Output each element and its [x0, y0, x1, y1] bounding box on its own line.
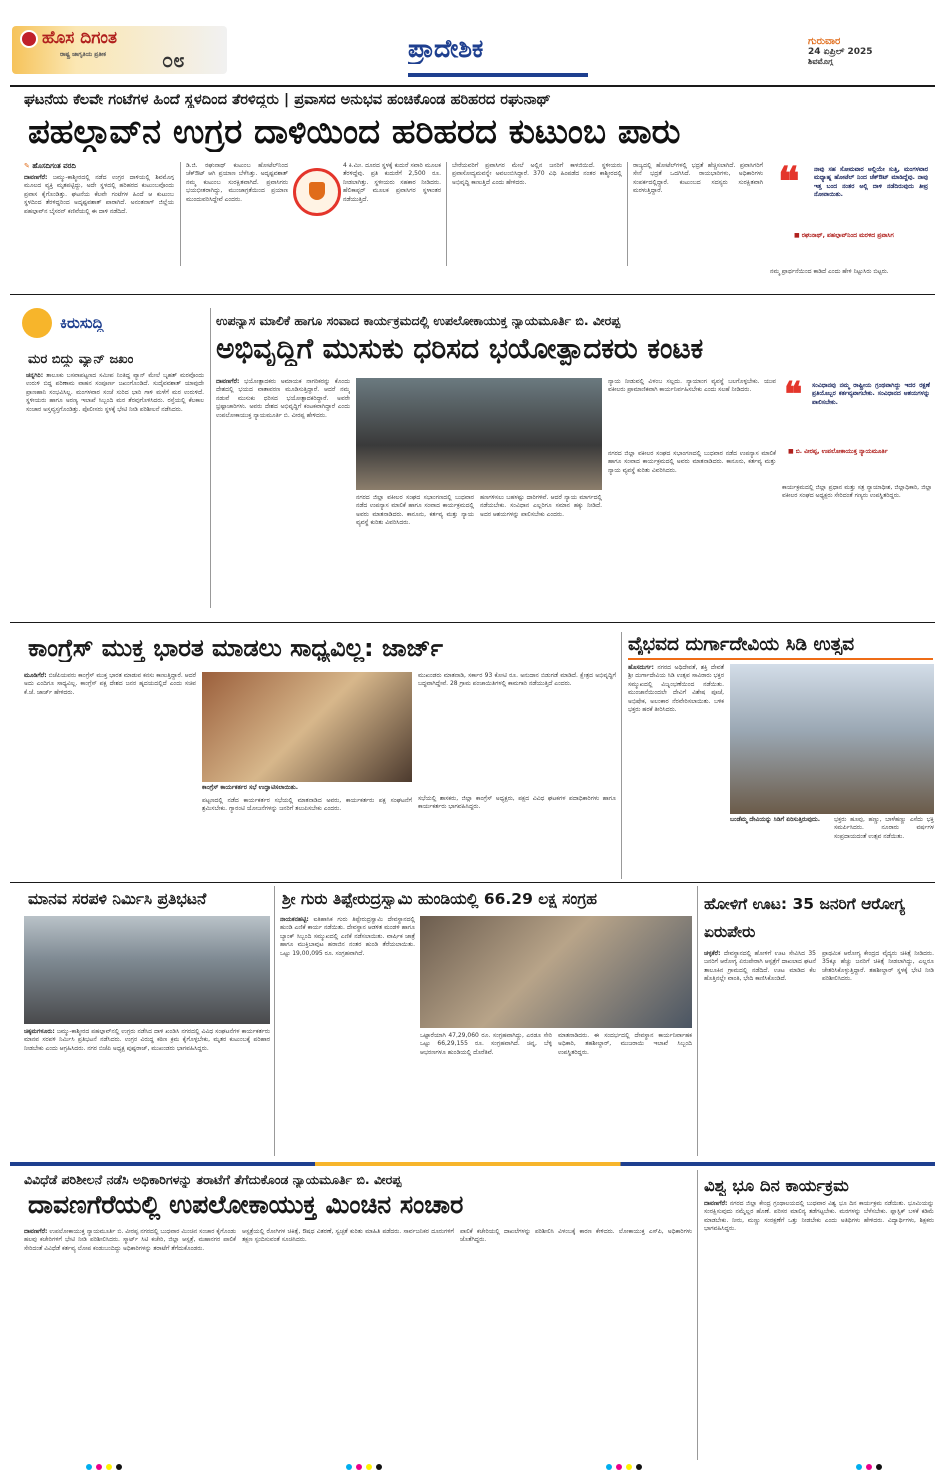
story4-dateline: ಹೊಸದುರ್ಗ:	[628, 664, 654, 671]
dot-icon	[626, 1464, 632, 1470]
story8-kicker: ವಿವಿಧೆಡೆ ಪರಿಶೀಲನೆ ನಡೆಸಿ ಅಧಿಕಾರಿಗಳನ್ನು ತರಾಟೆಗೆ ತೆಗೆದುಕೊಂಡ ನ್ಯಾಯಮೂರ್ತಿ ಬಿ. ವೀರಪ್ಪ	[24, 1172, 402, 1187]
date-full: 24 ಏಪ್ರಿಲ್ 2025	[808, 47, 873, 57]
story7-headline: ಹೋಳಿಗೆ ಊಟ: 35 ಜನರಿಗೆ ಆರೋಗ್ಯ ಏರುಪೇರು	[704, 895, 905, 941]
dot-icon	[606, 1464, 612, 1470]
story2-col1-text: ಭಯೋತ್ಪಾದಕರು ಅಮಾಯಕ ನಾಗರಿಕರನ್ನು ಕೊಂದು ದೇಶದಲ್ಲಿ ಭಯದ ವಾತಾವರಣ ಮೂಡಿಸುತ್ತಿದ್ದಾರೆ. ಆದರೆ ನಮ್ಮ ನಡುವೆ ಮುಸುಕು ಧರಿಸದ ಭಯೋತ್ಪಾದಕರಿದ್ದಾರೆ. ಅವರೇ ಭ್ರಷ್ಟಾಚಾರಿಗಳು. ಅವರು ದೇಶದ ಅಭಿವೃದ್ಧಿಗೆ ಕಂಟಕವಾಗಿದ್ದಾರೆ ಎಂದು ಉಪಲೋಕಾಯುಕ್ತ ನ್ಯಾಯಮೂರ್ತಿ ಬಿ. ವೀರಪ್ಪ ಹೇಳಿದರು.	[216, 378, 350, 419]
divider	[697, 1170, 698, 1460]
divider	[210, 308, 211, 608]
lead-byline-text: ಹೊಸದಿಗಂತ ವರದಿ	[32, 162, 76, 170]
dot-icon	[856, 1464, 862, 1470]
brand-logo	[12, 26, 227, 74]
story2-quote: ಸಂವಿಧಾನವು ನಮ್ಮ ರಾಷ್ಟ್ರೀಯ ಗ್ರಂಥವಾಗಿದ್ದು ಇದರ ರಕ್ಷಣೆ ಪ್ರತಿಯೊಬ್ಬರ ಕರ್ತವ್ಯವಾಗಬೇಕು. ಸಂವಿಧಾನದ ಆಶಯಗಳನ್ನು ಪಾಲಿಸಬೇಕು.	[812, 382, 930, 406]
dot-icon	[116, 1464, 122, 1470]
section-rule	[10, 882, 935, 883]
story3-photo	[202, 672, 412, 782]
divider	[446, 162, 447, 266]
story2-dateline: ದಾವಣಗೆರೆ:	[216, 378, 240, 385]
story3-headline: ಕಾಂಗ್ರೆಸ್ ಮುಕ್ತ ಭಾರತ ಮಾಡಲು ಸಾಧ್ಯವಿಲ್ಲ: ಜಾರ್ಜ್	[28, 634, 443, 662]
story5-body-text: ಜಮ್ಮು-ಕಾಶ್ಮೀರದ ಪಹಲ್ಗಾವ್‌ನಲ್ಲಿ ಉಗ್ರರು ನಡೆಸಿದ ದಾಳಿ ಖಂಡಿಸಿ ನಗರದಲ್ಲಿ ವಿವಿಧ ಸಂಘಟನೆಗಳ ಕಾರ್ಯಕರ್ತರು ಮಾನವ ಸರಪಳಿ ನಿರ್ಮಿಸಿ ಪ್ರತಿಭಟನೆ ನಡೆಸಿದರು. ಉಗ್ರರ ವಿರುದ್ಧ ಕಠಿಣ ಕ್ರಮ ಕೈಗೊಳ್ಳಬೇಕು, ಮೃತರ ಕುಟುಂಬಕ್ಕೆ ಪರಿಹಾರ ನೀಡಬೇಕು ಎಂದು ಆಗ್ರಹಿಸಿದರು. ನಗರ ಬಿಜೆಪಿ ಅಧ್ಯಕ್ಷ ಪುಷ್ಪರಾಜ್, ಮುಖಂಡರು ಭಾಗವಹಿಸಿದ್ದರು.	[24, 1028, 270, 1052]
brand-tagline: ರಾಷ್ಟ್ರ ಜಾಗೃತಿಯ ಪ್ರತೀಕ	[60, 51, 106, 58]
page-number: ೦೮	[162, 48, 185, 72]
story3-col1	[24, 672, 196, 877]
lead-byline	[24, 162, 76, 171]
lead-headline: ಪಹಲ್ಗಾವ್‌ನ ಉಗ್ರರ ದಾಳಿಯಿಂದ ಹರಿಹರದ ಕುಟುಂಬ ಪಾರು	[28, 112, 681, 152]
dot-icon	[876, 1464, 882, 1470]
story5-headline: ಮಾನವ ಸರಪಳಿ ನಿರ್ಮಿಸಿ ಪ್ರತಿಭಟನೆ	[28, 890, 207, 908]
shield-icon	[309, 182, 325, 200]
story8-col1	[24, 1228, 236, 1458]
story7-col1-text: ದೇವಸ್ಥಾನದಲ್ಲಿ ಹೋಳಿಗೆ ಊಟ ಸೇವಿಸಿದ 35 ಜನರಿಗೆ ಆರೋಗ್ಯ ಏರುಪೇರಾಗಿ ಆಸ್ಪತ್ರೆಗೆ ದಾಖಲಾದ ಘಟನೆ ತಾಲೂಕಿನ ಗ್ರಾಮದಲ್ಲಿ ನಡೆದಿದೆ. ಊಟ ಮಾಡಿದ ಕೆಲ ಹೊತ್ತಿನಲ್ಲೇ ವಾಂತಿ, ಭೇದಿ ಕಾಣಿಸಿಕೊಂಡಿದೆ.	[704, 950, 816, 983]
date-block	[808, 36, 938, 67]
story2-col4b: ನಗರದ ಜಿಲ್ಲಾ ವಕೀಲರ ಸಂಘದ ಸಭಾಂಗಣದಲ್ಲಿ ಬುಧವಾರ ನಡೆದ ಉಪನ್ಯಾಸ ಮಾಲಿಕೆ ಹಾಗೂ ಸಂವಾದ ಕಾರ್ಯಕ್ರಮದಲ್ಲಿ ಅವರು ಮಾತನಾಡಿದರು. ಕಾನೂನು, ಕರ್ತವ್ಯ ಮತ್ತು ನ್ಯಾಯ ವ್ಯವಸ್ಥೆ ಕುರಿತು ವಿವರಿಸಿದರು.	[608, 450, 776, 474]
masthead-bar	[408, 73, 588, 77]
story3-col2: ಪಟ್ಟಣದಲ್ಲಿ ನಡೆದ ಕಾರ್ಯಕರ್ತರ ಸಭೆಯಲ್ಲಿ ಮಾತನಾಡಿದ ಅವರು, ಕಾರ್ಯಕರ್ತರು ಪಕ್ಷ ಸಂಘಟನೆಗೆ ಶ್ರಮಿಸಬೇಕು. ಗ್ಯಾರಂಟಿ ಯೋಜನೆಗಳನ್ನು ಜನರಿಗೆ ತಲುಪಿಸಬೇಕು ಎಂದರು.	[202, 797, 412, 813]
story2-col1	[216, 378, 350, 603]
masthead-rule	[10, 85, 935, 87]
divider	[621, 632, 622, 879]
sidebar-dateline: ಚನ್ನಗಿರಿ:	[26, 372, 44, 379]
story3-dateline: ಮೂಡಿಗೆರೆ:	[24, 672, 47, 679]
story6-col1-text: ಐತಿಹಾಸಿಕ ಗುರು ತಿಪ್ಪೇರುದ್ರಸ್ವಾಮಿ ದೇವಸ್ಥಾನದಲ್ಲಿ ಹುಂಡಿ ಎಣಿಕೆ ಕಾರ್ಯ ನಡೆಯಿತು. ದೇವಸ್ಥಾನ ಆಡಳಿತ ಮಂಡಳಿ ಹಾಗೂ ಬ್ಯಾಂಕ್ ಸಿಬ್ಬಂದಿ ಸಮ್ಮುಖದಲ್ಲಿ ಎಣಿಕೆ ನಡೆಸಲಾಯಿತು. ವಾರ್ಷಿಕ ಜಾತ್ರೆ ಹಾಗೂ ಮುಕ್ತಿಬಾವುಟ ಹರಾಜಿನ ನಂತರ ಹುಂಡಿ ತೆರೆಯಲಾಯಿತು. ಒಟ್ಟು 19,00,095 ರೂ. ಸಂಗ್ರಹವಾಗಿದೆ.	[280, 916, 415, 957]
section-rule	[10, 622, 935, 623]
story5-photo	[24, 916, 270, 1024]
lead-quote: ನಾವು ಸಹ ಸೋಮವಾರ ಅಲ್ಲಿಯೇ ಸುತ್ತಿ, ಮಂಗಳವಾರ ಮಧ್ಯಾಹ್ನ ಹೋಟೆಲ್ ನಿಂದ ಚೆಕ್‌ಔಟ್ ಮಾಡಿದ್ದೆವು. ನಾವು ಇತ್ತ ಬಂದ ನಂತರ ಅಲ್ಲಿ ದಾಳಿ ನಡೆದಿರುವುದು ತೀವ್ರ ನೋವಾಯಿತು.	[814, 166, 928, 199]
lead-col1	[24, 174, 174, 264]
news-icon	[22, 308, 52, 338]
story8-headline: ದಾವಣಗೆರೆಯಲ್ಲಿ ಉಪಲೋಕಾಯುಕ್ತ ಮಿಂಚಿನ ಸಂಚಾರ	[28, 1190, 464, 1219]
registration-marks	[86, 1464, 886, 1472]
story2-quote-box	[782, 375, 932, 478]
section-rule	[10, 294, 935, 295]
dot-icon	[356, 1464, 362, 1470]
story7-col2: ಪ್ರಾಥಮಿಕ ಆರೋಗ್ಯ ಕೇಂದ್ರದ ವೈದ್ಯರು ಚಿಕಿತ್ಸೆ ನೀಡಿದರು. 35ಕ್ಕೂ ಹೆಚ್ಚು ಜನರಿಗೆ ಚಿಕಿತ್ಸೆ ನೀಡಲಾಗಿದ್ದು, ಎಲ್ಲರೂ ಚೇತರಿಸಿಕೊಳ್ಳುತ್ತಿದ್ದಾರೆ. ತಹಶೀಲ್ದಾರ್ ಸ್ಥಳಕ್ಕೆ ಭೇಟಿ ನೀಡಿ ಪರಿಶೀಲಿಸಿದರು.	[822, 950, 934, 983]
story2-kicker: ಉಪನ್ಯಾಸ ಮಾಲಿಕೆ ಹಾಗೂ ಸಂವಾದ ಕಾರ್ಯಕ್ರಮದಲ್ಲಿ ಉಪಲೋಕಾಯುಕ್ತ ನ್ಯಾಯಮೂರ್ತಿ ಬಿ. ವೀರಪ್ಪ	[216, 313, 621, 328]
story4-rule	[628, 658, 933, 660]
sidebar-body-text: ತಾಲೂಕು ಬಸವಾಪಟ್ಟಣದ ಸಮೀಪ ನಿಂತಿದ್ದ ವ್ಯಾನ್ ಮೇಲೆ ಬೃಹತ್ ಮರವೊಂದು ಉರುಳಿ ಬಿದ್ದ ಪರಿಣಾಮ ವಾಹನ ಸಂಪೂರ್ಣ ಜಖಂಗೊಂಡಿದೆ. ಸುದೈವವಶಾತ್ ಯಾವುದೇ ಪ್ರಾಣಹಾನಿ ಸಂಭವಿಸಿಲ್ಲ. ಮಂಗಳವಾರ ಸಂಜೆ ಸುರಿದ ಭಾರಿ ಗಾಳಿ ಮಳೆಗೆ ಮರ ಉರುಳಿದೆ. ಸ್ಥಳೀಯರು ಹಾಗೂ ಅರಣ್ಯ ಇಲಾಖೆ ಸಿಬ್ಬಂದಿ ಮರ ತೆರವುಗೊಳಿಸಿದರು. ರಸ್ತೆಯಲ್ಲಿ ಕೆಲಕಾಲ ಸಂಚಾರ ಅಸ್ತವ್ಯಸ್ತಗೊಂಡಿತ್ತು. ಪೊಲೀಸರು ಸ್ಥಳಕ್ಕೆ ಭೇಟಿ ನೀಡಿ ಪರಿಶೀಲನೆ ನಡೆಸಿದರು.	[26, 372, 204, 413]
masthead	[0, 0, 945, 84]
story7-col1	[704, 950, 816, 1152]
divider	[180, 162, 181, 266]
color-strip	[10, 1162, 935, 1166]
lead-col4: ಬೇರೆಯವರಿಗೆ ಪ್ರವಾಸಿಗರ ಮೇಲೆ ಅಲ್ಲಿನ ಜನರಿಗೆ ಕಾಳಜಿಯಿದೆ. ಸ್ಥಳೀಯರು ಪ್ರವಾಸೋದ್ಯಮವನ್ನೇ ಅವಲಂಬಿಸಿದ್ದಾರೆ. 370 ವಿಧಿ ಹಿಂಪಡೆದ ನಂತರ ಕಾಶ್ಮೀರದಲ್ಲಿ ಅಭಿವೃದ್ಧಿ ಕಾಣುತ್ತಿದೆ ಎಂದು ಹೇಳಿದರು.	[452, 162, 622, 186]
story9-dateline: ದಾವಣಗೆರೆ:	[704, 1200, 728, 1207]
story2-col5: ಕಾರ್ಯಕ್ರಮದಲ್ಲಿ ಜಿಲ್ಲಾ ಪ್ರಧಾನ ಮತ್ತು ಸತ್ರ ನ್ಯಾಯಾಧೀಶ, ಜಿಲ್ಲಾಧಿಕಾರಿ, ಜಿಲ್ಲಾ ವಕೀಲರ ಸಂಘದ ಅಧ್ಯಕ್ಷರು ಸೇರಿದಂತೆ ಗಣ್ಯರು ಉಪಸ್ಥಿತರಿದ್ದರು.	[782, 484, 932, 500]
story3-col3: ಮುಖಂಡರು ಮಾತನಾಡಿ, ಸರ್ಕಾರ 93 ಕೋಟಿ ರೂ. ಅನುದಾನ ಬಿಡುಗಡೆ ಮಾಡಿದೆ. ಕ್ಷೇತ್ರದ ಅಭಿವೃದ್ಧಿಗೆ ಬದ್ಧವಾಗಿದ್ದೇವೆ. 28 ಗ್ರಾಮ ಪಂಚಾಯಿತಿಗಳಲ್ಲಿ ಕಾಮಗಾರಿ ನಡೆಯುತ್ತಿದೆ ಎಂದರು.	[418, 672, 616, 688]
lead-col5: ರಾಜ್ಯದಲ್ಲಿ ಹೋಟೆಲ್‌ಗಳಲ್ಲಿ ಭದ್ರತೆ ಹೆಚ್ಚಿಸಲಾಗಿದೆ. ಪ್ರವಾಸಿಗರಿಗೆ ಸೇನೆ ಭದ್ರತೆ ಒದಗಿಸಿದೆ. ರಾಯಭಾರಿಗಳು, ಅಧಿಕಾರಿಗಳು ಸಂಪರ್ಕದಲ್ಲಿದ್ದಾರೆ. ಕುಟುಂಬದ ಸದಸ್ಯರು ಸುರಕ್ಷಿತವಾಗಿ ಮರಳುತ್ತಿದ್ದಾರೆ.	[633, 162, 763, 195]
section-title: ಪ್ರಾದೇಶಿಕ	[408, 34, 484, 63]
story3-col4: ಸಭೆಯಲ್ಲಿ ಶಾಸಕರು, ಜಿಲ್ಲಾ ಕಾಂಗ್ರೆಸ್ ಅಧ್ಯಕ್ಷರು, ಪಕ್ಷದ ವಿವಿಧ ಘಟಕಗಳ ಪದಾಧಿಕಾರಿಗಳು ಹಾಗೂ ಕಾರ್ಯಕರ್ತರು ಭಾಗವಹಿಸಿದ್ದರು.	[418, 795, 616, 811]
sidebar-panel	[22, 308, 207, 608]
story6-photo	[420, 916, 692, 1028]
sidebar-brand: ಕಿರುಸುದ್ದಿ	[60, 314, 104, 332]
lead-dateline: ದಾವಣಗೆರೆ:	[24, 174, 48, 181]
dot-icon	[376, 1464, 382, 1470]
story9-body-text: ನಗರದ ಜಿಲ್ಲಾ ಕೇಂದ್ರ ಗ್ರಂಥಾಲಯದಲ್ಲಿ ಬುಧವಾರ ವಿಶ್ವ ಭೂ ದಿನ ಕಾರ್ಯಕ್ರಮ ನಡೆಯಿತು. ಭೂಮಿಯನ್ನು ಸಂರಕ್ಷಿಸುವುದು ನಮ್ಮೆಲ್ಲರ ಹೊಣೆ. ಪರಿಸರ ಮಾಲಿನ್ಯ ತಡೆಗಟ್ಟಬೇಕು. ಮರಗಳನ್ನು ಬೆಳೆಸಬೇಕು. ಪ್ಲಾಸ್ಟಿಕ್ ಬಳಕೆ ಕಡಿಮೆ ಮಾಡಬೇಕು. ನೀರು, ಮಣ್ಣು ಸಂರಕ್ಷಣೆಗೆ ಒತ್ತು ನೀಡಬೇಕು ಎಂದು ಅತಿಥಿಗಳು ಹೇಳಿದರು. ವಿದ್ಯಾರ್ಥಿಗಳು, ಶಿಕ್ಷಕರು ಭಾಗವಹಿಸಿದ್ದರು.	[704, 1200, 934, 1233]
story3-col1-text: ಬಿಜೆಪಿಯವರು ಕಾಂಗ್ರೆಸ್ ಮುಕ್ತ ಭಾರತ ಮಾಡುವ ಕನಸು ಕಾಣುತ್ತಿದ್ದಾರೆ. ಆದರೆ ಅದು ಎಂದಿಗೂ ಸಾಧ್ಯವಿಲ್ಲ. ಕಾಂಗ್ರೆಸ್ ಪಕ್ಷ ದೇಶದ ಜನರ ಹೃದಯದಲ್ಲಿದೆ ಎಂದು ಸಚಿವ ಕೆ.ಜೆ. ಜಾರ್ಜ್ ಹೇಳಿದರು.	[24, 672, 196, 696]
story5-dateline: ಚಿಕ್ಕಮಗಳೂರು:	[24, 1028, 55, 1035]
story4-photo	[730, 664, 934, 814]
story6-headline: ಶ್ರೀ ಗುರು ತಿಪ್ಪೇರುದ್ರಸ್ವಾಮಿ ಹುಂಡಿಯಲ್ಲಿ 66.29 ಲಕ್ಷ ಸಂಗ್ರಹ	[282, 890, 597, 908]
quote-icon: ❝	[778, 158, 800, 205]
story6-dateline: ನಾಯಕನಹಟ್ಟಿ:	[280, 916, 309, 923]
story4-caption: ಬಂಡೆಮ್ಮ ದೇವಿಯನ್ನು ಸಿಡಿಗೆ ಏರಿಸುತ್ತಿರುವುದು.	[730, 816, 821, 823]
dot-icon	[366, 1464, 372, 1470]
divider	[627, 162, 628, 266]
lead-kicker: ಘಟನೆಯ ಕೆಲವೇ ಗಂಟೆಗಳ ಹಿಂದೆ ಸ್ಥಳದಿಂದ ತೆರಳಿದ್ದರು | ಪ್ರವಾಸದ ಅನುಭವ ಹಂಚಿಕೊಂಡ ಹರಿಹರದ ರಘುನಾಥ್	[24, 92, 551, 108]
story9-body	[704, 1200, 934, 1458]
lead-quote-source: ■ ರಘುನಾಥ್, ಪಹಲ್ಗಾವ್‌ನಿಂದ ಮರಳಿದ ಪ್ರವಾಸಿಗ	[794, 232, 894, 239]
story7-dateline: ಚಳ್ಳಕೆರೆ:	[704, 950, 721, 957]
story2-photo	[356, 378, 602, 490]
story2-col4: ನ್ಯಾಯ ನೀಡುವಲ್ಲಿ ವಿಳಂಬ ಸಲ್ಲದು. ನ್ಯಾಯಾಂಗ ವ್ಯವಸ್ಥೆ ಬಲಗೊಳ್ಳಬೇಕು. ಯುವ ವಕೀಲರು ಪ್ರಾಮಾಣಿಕವಾಗಿ ಕಾರ್ಯನಿರ್ವಹಿಸಬೇಕು ಎಂದು ಸಲಹೆ ನೀಡಿದರು.	[608, 378, 776, 394]
lead-col2: ಡಿ.ಜಿ. ರಘುನಾಥ್ ಕುಟುಂಬ ಹೋಟೆಲ್‌ನಿಂದ ಚೆಕ್‌ಔಟ್ ಆಗಿ ಪ್ರಯಾಣ ಬೆಳೆಸಿತ್ತು. ಅದೃಷ್ಟವಶಾತ್ ನಮ್ಮ ಕುಟುಂಬ ಸುರಕ್ಷಿತವಾಗಿದೆ. ಪ್ರವಾಸಿಗರು ಭಯಭೀತರಾಗಿದ್ದು, ಮುಂಜಾಗ್ರತೆಯಿಂದ ಪ್ರಯಾಣ ಮುಂದುವರಿಸಿದ್ದೇವೆ ಎಂದರು.	[186, 162, 288, 203]
date-day: ಗುರುವಾರ	[808, 36, 841, 47]
dot-icon	[866, 1464, 872, 1470]
story4-body	[628, 664, 724, 834]
safety-badge	[293, 168, 341, 216]
dot-icon	[96, 1464, 102, 1470]
dot-icon	[86, 1464, 92, 1470]
story2-col3: ಹಣಗಳಿಸಲು ಬಹಳಷ್ಟು ದಾರಿಗಳಿವೆ. ಆದರೆ ನ್ಯಾಯ ಮಾರ್ಗದಲ್ಲಿ ನಡೆಯಬೇಕು. ಸಂವಿಧಾನ ಎಲ್ಲರಿಗೂ ಸಮಾನ ಹಕ್ಕು ನೀಡಿದೆ. ಅದರ ಆಶಯಗಳನ್ನು ಪಾಲಿಸಬೇಕು ಎಂದರು.	[480, 494, 602, 518]
story2-headline: ಅಭಿವೃದ್ಧಿಗೆ ಮುಸುಕು ಧರಿಸದ ಭಯೋತ್ಪಾದಕರು ಕಂಟಕ	[216, 332, 704, 365]
date-city: ಶಿವಮೊಗ್ಗ	[808, 57, 833, 66]
story3-caption: ಕಾಂಗ್ರೆಸ್ ಕಾರ್ಯಕರ್ತರ ಸಭೆ ಉದ್ಘಾಟಿಸಲಾಯಿತು.	[202, 784, 299, 791]
lead-col1-text: ಜಮ್ಮು-ಕಾಶ್ಮೀರದಲ್ಲಿ ನಡೆದ ಉಗ್ರರ ದಾಳಿಯಲ್ಲಿ ಶಿವಮೊಗ್ಗ ಮೂಲದ ವ್ಯಕ್ತಿ ಮೃತಪಟ್ಟಿದ್ದು, ಅದೇ ಸ್ಥಳದಲ್ಲಿ ಹರಿಹರದ ಕುಟುಂಬವೊಂದು ಪ್ರವಾಸ ಕೈಗೊಂಡಿತ್ತು. ಘಟನೆಯ ಕೆಲವೇ ಗಂಟೆಗಳ ಹಿಂದೆ ಆ ಕುಟುಂಬ ಸ್ಥಳದಿಂದ ತೆರಳಿದ್ದರಿಂದ ಅದೃಷ್ಟವಶಾತ್ ಪಾರಾಗಿದೆ. ಅನಂತನಾಗ್ ಜಿಲ್ಲೆಯ ಪಹಲ್ಗಾವ್‌ನ ಬೈಸರನ್ ಕಣಿವೆಯಲ್ಲಿ ಈ ದಾಳಿ ನಡೆದಿದೆ.	[24, 174, 174, 215]
dot-icon	[636, 1464, 642, 1470]
sidebar-title: ಮರ ಬಿದ್ದು ವ್ಯಾನ್ ಜಖಂ	[28, 352, 134, 367]
divider	[274, 886, 275, 1156]
sidebar-body	[26, 372, 204, 604]
lead-col3: 4 ಕಿ.ಮೀ. ದೂರದ ಸ್ಥಳಕ್ಕೆ ಕುದುರೆ ಸವಾರಿ ಮೂಲಕ ತೆರಳಿದ್ದೆವು. ಪ್ರತಿ ಕುದುರೆಗೆ 2,500 ರೂ. ನೀಡಲಾಗಿತ್ತು. ಸ್ಥಳೀಯರು ಸಹಕಾರ ನೀಡಿದರು. ಹೆಲಿಕಾಪ್ಟರ್ ಮೂಲಕ ಪ್ರವಾಸಿಗರ ಸ್ಥಳಾಂತರ ನಡೆಯುತ್ತಿದೆ.	[343, 162, 441, 203]
pencil-icon: ✎	[24, 162, 33, 170]
dot-icon	[616, 1464, 622, 1470]
story2-quote-source: ■ ಬಿ. ವೀರಪ್ಪ, ಉಪಲೋಕಾಯುಕ್ತ ನ್ಯಾಯಮೂರ್ತಿ	[788, 448, 888, 455]
story4-headline: ವೈಭವದ ದುರ್ಗಾದೇವಿಯ ಸಿಡಿ ಉತ್ಸವ	[628, 634, 855, 655]
divider	[697, 886, 698, 1156]
story8-col3: ಪಾಲಿಕೆ ಕಚೇರಿಯಲ್ಲಿ ದಾಖಲೆಗಳನ್ನು ಪರಿಶೀಲಿಸಿ ವಿಳಂಬಕ್ಕೆ ಕಾರಣ ಕೇಳಿದರು. ಲೋಕಾಯುಕ್ತ ಎಸ್‌ಪಿ, ಅಧಿಕಾರಿಗಳು ಜೊತೆಗಿದ್ದರು.	[460, 1228, 692, 1244]
story6-col1	[280, 916, 415, 1154]
quote-icon: ❝	[784, 375, 803, 415]
story6-col2: ಒಟ್ಟಾರೆಯಾಗಿ 47,29,060 ರೂ. ಸಂಗ್ರಹವಾಗಿದ್ದು, ಎರಡೂ ಸೇರಿ ಒಟ್ಟು 66,29,155 ರೂ. ಸಂಗ್ರಹವಾಗಿದೆ. ಚಿನ್ನ, ಬೆಳ್ಳಿ ಆಭರಣಗಳೂ ಹುಂಡಿಯಲ್ಲಿ ದೊರೆತಿವೆ.	[420, 1032, 552, 1056]
story8-col2: ಆಸ್ಪತ್ರೆಯಲ್ಲಿ ರೋಗಿಗಳ ಚಿಕಿತ್ಸೆ, ಔಷಧ ವಿತರಣೆ, ಸ್ವಚ್ಛತೆ ಕುರಿತು ಮಾಹಿತಿ ಪಡೆದರು. ಸಾರ್ವಜನಿಕರ ದೂರುಗಳಿಗೆ ತಕ್ಷಣ ಸ್ಪಂದಿಸುವಂತೆ ಸೂಚಿಸಿದರು.	[242, 1228, 454, 1244]
brand-name: ಹೊಸ ದಿಗಂತ	[42, 28, 117, 48]
story4-body2: ಭಕ್ತರು ಹೂವು, ಹಣ್ಣು, ಬಾಳೆಹಣ್ಣು ಎಸೆದು ಭಕ್ತಿ ಸಮರ್ಪಿಸಿದರು. ನೂರಾರು ವರ್ಷಗಳ ಸಂಪ್ರದಾಯದಂತೆ ಉತ್ಸವ ನಡೆಯಿತು.	[834, 816, 934, 840]
story2-col2: ನಗರದ ಜಿಲ್ಲಾ ವಕೀಲರ ಸಂಘದ ಸಭಾಂಗಣದಲ್ಲಿ ಬುಧವಾರ ನಡೆದ ಉಪನ್ಯಾಸ ಮಾಲಿಕೆ ಹಾಗೂ ಸಂವಾದ ಕಾರ್ಯಕ್ರಮದಲ್ಲಿ ಅವರು ಮಾತನಾಡಿದರು. ಕಾನೂನು, ಕರ್ತವ್ಯ ಮತ್ತು ನ್ಯಾಯ ವ್ಯವಸ್ಥೆ ಕುರಿತು ವಿವರಿಸಿದರು.	[356, 494, 474, 527]
lamp-icon	[20, 30, 38, 48]
lead-quote-box	[770, 158, 930, 260]
dot-icon	[106, 1464, 112, 1470]
story8-dateline: ದಾವಣಗೆರೆ:	[24, 1228, 48, 1235]
story4-body-text: ನಗರದ ಅಧಿದೇವತೆ, ಶಕ್ತಿ ದೇವತೆ ಶ್ರೀ ದುರ್ಗಾದೇವಿಯ ಸಿಡಿ ಉತ್ಸವ ಸಾವಿರಾರು ಭಕ್ತರ ಸಮ್ಮುಖದಲ್ಲಿ ವಿಜೃಂಭಣೆಯಿಂದ ನಡೆಯಿತು. ಮುಂಜಾನೆಯಿಂದಲೇ ದೇವಿಗೆ ವಿಶೇಷ ಪೂಜೆ, ಅಭಿಷೇಕ, ಅಲಂಕಾರ ನೆರವೇರಿಸಲಾಯಿತು. ಬಳಿಕ ಭಕ್ತರು ಹರಕೆ ತೀರಿಸಿದರು.	[628, 664, 724, 714]
story8-col1-text: ಉಪಲೋಕಾಯುಕ್ತ ನ್ಯಾಯಮೂರ್ತಿ ಬಿ. ವೀರಪ್ಪ ನಗರದಲ್ಲಿ ಬುಧವಾರ ಮಿಂಚಿನ ಸಂಚಾರ ಕೈಗೊಂಡು ಹಲವು ಕಚೇರಿಗಳಿಗೆ ಭೇಟಿ ನೀಡಿ ಪರಿಶೀಲಿಸಿದರು. ಸ್ಮಾರ್ಟ್ ಸಿಟಿ ಕಚೇರಿ, ಜಿಲ್ಲಾ ಆಸ್ಪತ್ರೆ, ಮಹಾನಗರ ಪಾಲಿಕೆ ಸೇರಿದಂತೆ ವಿವಿಧೆಡೆ ಕರ್ತವ್ಯ ಲೋಪ ಕಂಡುಬಂದಿದ್ದು ಅಧಿಕಾರಿಗಳನ್ನು ತರಾಟೆಗೆ ತೆಗೆದುಕೊಂಡರು.	[24, 1228, 236, 1252]
lead-footer: ನಮ್ಮ ಪ್ರಾರ್ಥನೆಯಿಂದ ಕಾಡಿದೆ ಎಂದು ಹೇಳಿ ನಿಟ್ಟುಸಿರು ಬಿಟ್ಟರು.	[770, 268, 889, 275]
story9-headline: ವಿಶ್ವ ಭೂ ದಿನ ಕಾರ್ಯಕ್ರಮ	[704, 1176, 849, 1195]
dot-icon	[346, 1464, 352, 1470]
story6-col3: ಮಾತನಾಡಿದರು. ಈ ಸಂದರ್ಭದಲ್ಲಿ ದೇವಸ್ಥಾನ ಕಾರ್ಯನಿರ್ವಾಹಕ ಅಧಿಕಾರಿ, ತಹಶೀಲ್ದಾರ್, ಮುಜರಾಯಿ ಇಲಾಖೆ ಸಿಬ್ಬಂದಿ ಉಪಸ್ಥಿತರಿದ್ದರು.	[558, 1032, 692, 1056]
story5-body	[24, 1028, 270, 1120]
